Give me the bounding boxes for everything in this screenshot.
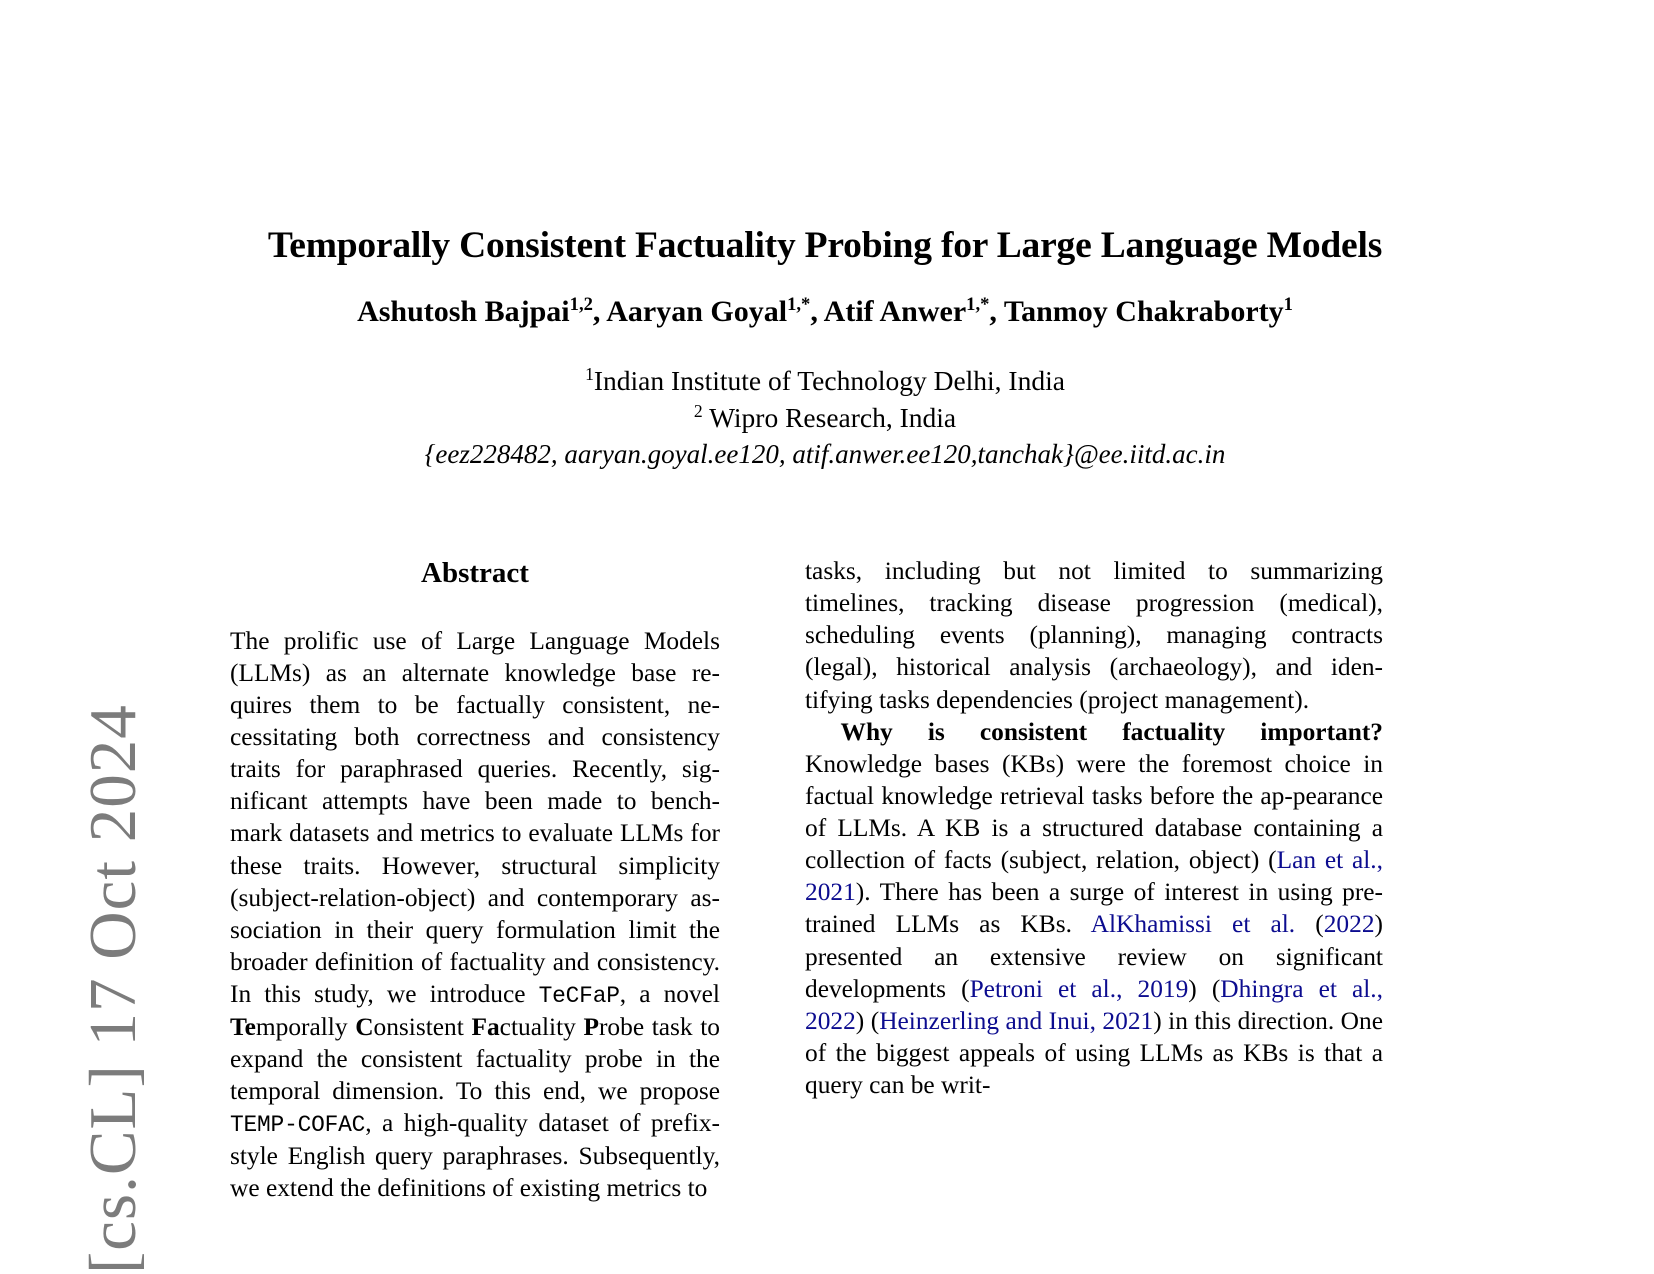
section-lead-bold: Why is consistent factuality important? <box>840 717 1383 746</box>
affiliation-line-1 <box>170 362 1480 399</box>
right-column <box>805 555 1383 1241</box>
abstract-paragraph: The prolific use of Large Language Models (LLMs) as an alternate knowledge base re-quires them to be factually consistent, ne-cessitating both correctness and consistency traits for paraphrased queries. Recently, sig-nificant attempts have been made to bench-mark datasets and metrics to evaluate LLMs for these traits. However, structural simplicity (subject-relation-object) and contemporary as-sociation in their query formulation limit the broader definition of factuality and consistency. In this study, we introduce TeCFaP, a novel Temporally Consistent Factuality Probe task to expand the consistent factuality probe in the temporal dimension. To this end, we propose TEMP-COFAC, a high-quality dataset of prefix-style English query paraphrases. Subsequently, we extend the definitions of existing metrics to <box>230 626 720 1203</box>
affiliation-marker-1: 1 <box>585 363 594 384</box>
affiliation-text-1: Indian Institute of Technology Delhi, India <box>593 365 1065 396</box>
abstract-heading: Abstract <box>421 557 529 589</box>
affiliation-block <box>170 362 1480 436</box>
affiliation-line-2 <box>170 399 1480 436</box>
author-emails: {eez228482, aaryan.goyal.ee120, atif.anwer.ee120,tanchak}@ee.iitd.ac.in <box>424 439 1226 469</box>
left-column <box>230 555 720 1241</box>
kb-paragraph <box>805 716 1383 1102</box>
affiliation-marker-2: 2 <box>693 400 703 421</box>
page-title: Temporally Consistent Factuality Probing for Large Language Models <box>267 225 1383 267</box>
affiliation-text-2: Wipro Research, India <box>709 402 957 434</box>
kb-paragraph-body: Knowledge bases (KBs) were the foremost choice in factual knowledge retrieval tasks before the ap-pearance of LLMs. A KB is a structured database containing a collection of facts (subject, relation, object) (Lan et al., 2021). There has been a surge of interest in using pre-trained LLMs as KBs. AlKhamissi et al. (2022) presented an extensive review on significant developments (Petroni et al., 2019) (Dhingra et al., 2022) (Heinzerling and Inui, 2021) in this direction. One of the biggest appeals of using LLMs as KBs is that a query can be writ- <box>805 749 1383 1099</box>
arxiv-stamp: [cs.CL] 17 Oct 2024 <box>75 704 150 1274</box>
author-list: Ashutosh Bajpai$^{1,2}$, Aaryan Goyal$^{1,*}$, Atif Anwer$^{1,*}$, Tanmoy Chakraborty$^1$ <box>357 294 1293 328</box>
intro-continuation-paragraph: tasks, including but not limited to summarizing timelines, tracking disease progression (medical), scheduling events (planning), managing contracts (legal), historical analysis (archaeology), and iden-tifying tasks dependencies (project management). <box>805 557 1383 714</box>
